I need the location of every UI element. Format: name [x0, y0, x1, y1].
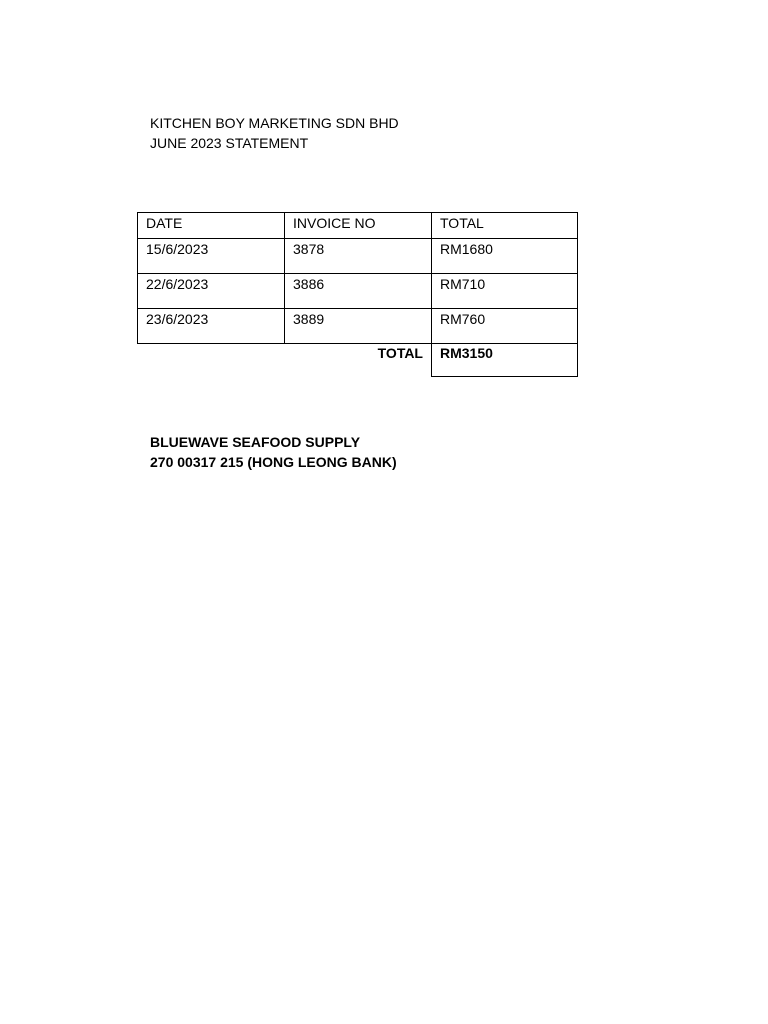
total-label: TOTAL	[138, 344, 432, 377]
column-header-invoice-no: INVOICE NO	[285, 213, 432, 239]
payee-name: BLUEWAVE SEAFOOD SUPPLY	[150, 434, 361, 450]
total-value: RM3150	[432, 344, 578, 377]
cell-total: RM760	[432, 309, 578, 344]
table-total-row	[138, 344, 578, 377]
company-name: KITCHEN BOY MARKETING SDN BHD	[150, 115, 399, 131]
table-header-row	[138, 213, 578, 239]
cell-date: 22/6/2023	[138, 274, 285, 309]
table-row	[138, 239, 578, 274]
cell-total: RM710	[432, 274, 578, 309]
column-header-total: TOTAL	[432, 213, 578, 239]
table-row	[138, 274, 578, 309]
table-row	[138, 309, 578, 344]
cell-date: 15/6/2023	[138, 239, 285, 274]
payee-account: 270 00317 215 (HONG LEONG BANK)	[150, 454, 397, 470]
statement-table	[137, 212, 578, 377]
payee-details	[150, 432, 397, 472]
cell-invoice-no: 3878	[285, 239, 432, 274]
cell-total: RM1680	[432, 239, 578, 274]
statement-title: JUNE 2023 STATEMENT	[150, 135, 309, 151]
cell-date: 23/6/2023	[138, 309, 285, 344]
cell-invoice-no: 3889	[285, 309, 432, 344]
cell-invoice-no: 3886	[285, 274, 432, 309]
column-header-date: DATE	[138, 213, 285, 239]
document-header	[150, 113, 399, 153]
